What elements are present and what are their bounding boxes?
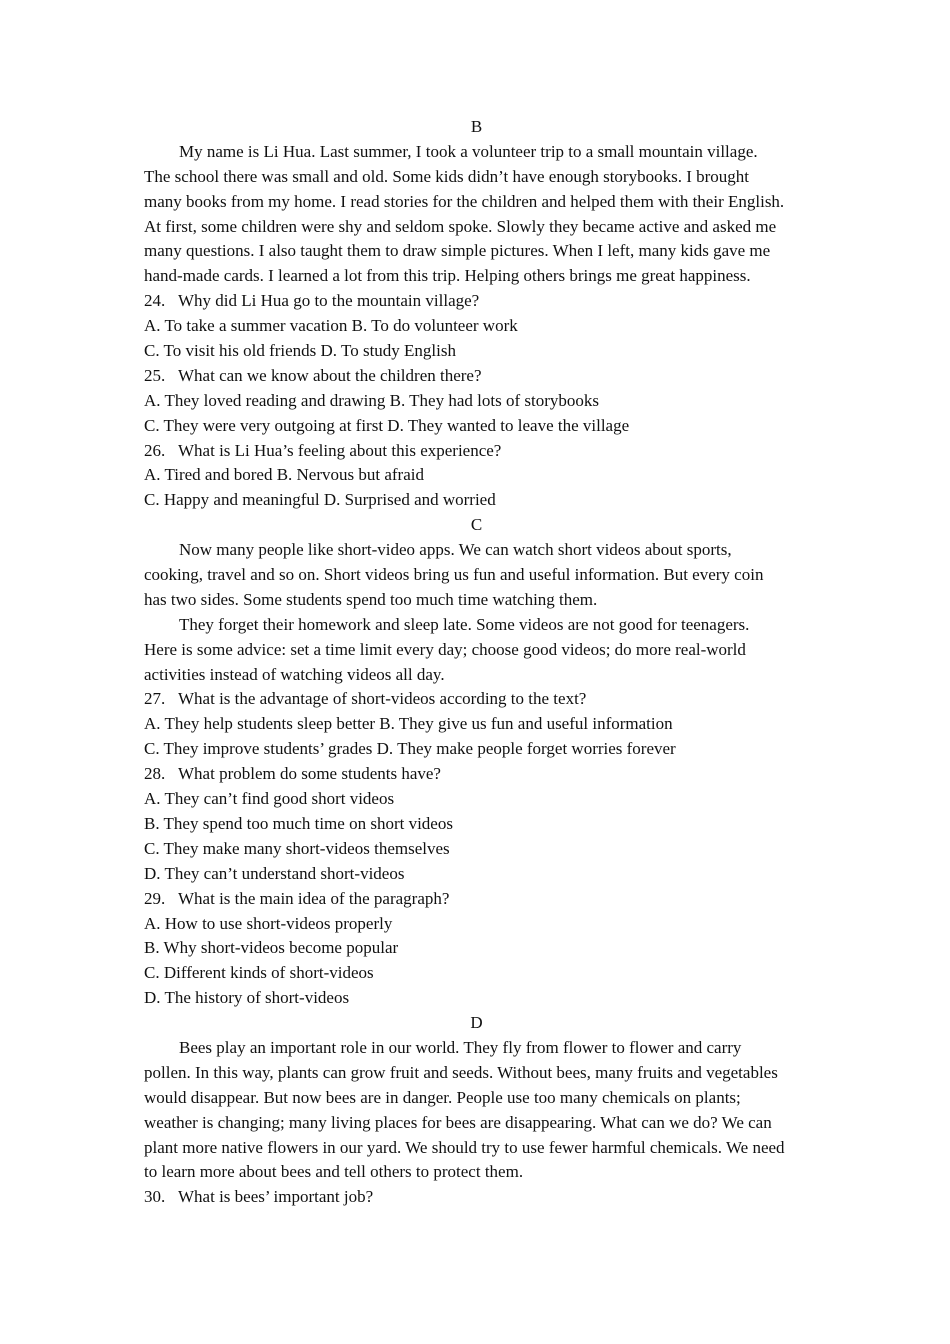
section-heading-d: D bbox=[470, 1013, 483, 1033]
passage-line: The school there was small and old. Some kids didn’t have enough storybooks. I brought bbox=[144, 166, 749, 186]
passage-line: Now many people like short-video apps. We can watch short videos about sports, bbox=[179, 540, 732, 560]
question-options: A. Tired and bored B. Nervous but afraid bbox=[144, 465, 424, 485]
question-text: Why did Li Hua go to the mountain village? bbox=[178, 291, 480, 311]
section-heading-c: C bbox=[470, 515, 483, 535]
passage-d bbox=[144, 1036, 809, 1185]
passage-line: many books from my home. I read stories for the children and helped them with their English. bbox=[144, 191, 785, 211]
question-28 bbox=[144, 762, 809, 886]
exam-page bbox=[144, 115, 809, 1210]
question-options: C. To visit his old friends D. To study English bbox=[144, 341, 456, 361]
question-number: 24. bbox=[144, 291, 166, 311]
passage-line: hand-made cards. I learned a lot from this trip. Helping others brings me great happiness. bbox=[144, 266, 751, 286]
question-stem bbox=[144, 887, 809, 912]
question-option: D. They can’t understand short-videos bbox=[144, 863, 405, 883]
question-stem bbox=[144, 762, 809, 787]
question-stem bbox=[144, 1185, 809, 1210]
question-stem bbox=[144, 364, 809, 389]
passage-line: At first, some children were shy and seldom spoke. Slowly they became active and asked me bbox=[144, 216, 777, 236]
question-option: A. How to use short-videos properly bbox=[144, 913, 393, 933]
passage-line: My name is Li Hua. Last summer, I took a volunteer trip to a small mountain village. bbox=[179, 141, 758, 161]
question-27 bbox=[144, 687, 809, 762]
question-option: C. They make many short-videos themselves bbox=[144, 838, 450, 858]
question-number: 29. bbox=[144, 888, 166, 908]
passage-line: plant more native flowers in our yard. We should try to use fewer harmful chemicals. We need bbox=[144, 1137, 785, 1157]
question-option: B. Why short-videos become popular bbox=[144, 938, 399, 958]
passage-line: to learn more about bees and tell others to protect them. bbox=[144, 1162, 524, 1182]
question-stem bbox=[144, 289, 809, 314]
question-26 bbox=[144, 439, 809, 514]
question-options: A. They help students sleep better B. They give us fun and useful information bbox=[144, 714, 673, 734]
passage-line: activities instead of watching videos all day. bbox=[144, 664, 445, 684]
question-options: C. They were very outgoing at first D. They wanted to leave the village bbox=[144, 415, 630, 435]
section-heading-b: B bbox=[470, 117, 483, 136]
passage-line: weather is changing; many living places for bees are disappearing. What can we do? We can bbox=[144, 1112, 772, 1132]
passage-line: cooking, travel and so on. Short videos bring us fun and useful information. But every coin bbox=[144, 565, 764, 585]
question-text: What is the main idea of the paragraph? bbox=[178, 888, 450, 908]
question-options: C. Happy and meaningful D. Surprised and worried bbox=[144, 490, 496, 510]
question-text: What problem do some students have? bbox=[178, 764, 441, 784]
passage-line: has two sides. Some students spend too much time watching them. bbox=[144, 589, 598, 609]
question-stem bbox=[144, 687, 809, 712]
question-option: C. Different kinds of short-videos bbox=[144, 963, 374, 983]
passage-line: pollen. In this way, plants can grow fruit and seeds. Without bees, many fruits and vegetables bbox=[144, 1062, 778, 1082]
question-number: 26. bbox=[144, 440, 166, 460]
question-options: A. They loved reading and drawing B. They had lots of storybooks bbox=[144, 390, 599, 410]
question-29 bbox=[144, 887, 809, 1011]
question-options: A. To take a summer vacation B. To do volunteer work bbox=[144, 316, 518, 336]
question-number: 27. bbox=[144, 689, 166, 709]
passage-line: They forget their homework and sleep late. Some videos are not good for teenagers. bbox=[179, 614, 750, 634]
question-text: What is Li Hua’s feeling about this experience? bbox=[178, 440, 502, 460]
question-text: What can we know about the children there? bbox=[178, 365, 482, 385]
passage-line: Bees play an important role in our world. They fly from flower to flower and carry bbox=[179, 1037, 742, 1057]
question-option: B. They spend too much time on short videos bbox=[144, 813, 453, 833]
question-number: 25. bbox=[144, 365, 166, 385]
question-30 bbox=[144, 1185, 809, 1210]
passage-b bbox=[144, 140, 809, 289]
passage-line: would disappear. But now bees are in danger. People use too many chemicals on plants; bbox=[144, 1087, 741, 1107]
question-stem bbox=[144, 439, 809, 464]
question-number: 28. bbox=[144, 764, 166, 784]
passage-line: many questions. I also taught them to draw simple pictures. When I left, many kids gave me bbox=[144, 241, 771, 261]
question-number: 30. bbox=[144, 1187, 166, 1207]
passage-c-paragraph-1 bbox=[144, 538, 809, 613]
question-text: What is bees’ important job? bbox=[178, 1187, 374, 1207]
question-option: A. They can’t find good short videos bbox=[144, 789, 395, 809]
question-24 bbox=[144, 289, 809, 364]
passage-c-paragraph-2 bbox=[144, 613, 809, 688]
question-options: C. They improve students’ grades D. They make people forget worries forever bbox=[144, 739, 676, 759]
question-option: D. The history of short-videos bbox=[144, 988, 350, 1008]
question-25 bbox=[144, 364, 809, 439]
passage-line: Here is some advice: set a time limit every day; choose good videos; do more real-world bbox=[144, 639, 746, 659]
question-text: What is the advantage of short-videos according to the text? bbox=[178, 689, 587, 709]
